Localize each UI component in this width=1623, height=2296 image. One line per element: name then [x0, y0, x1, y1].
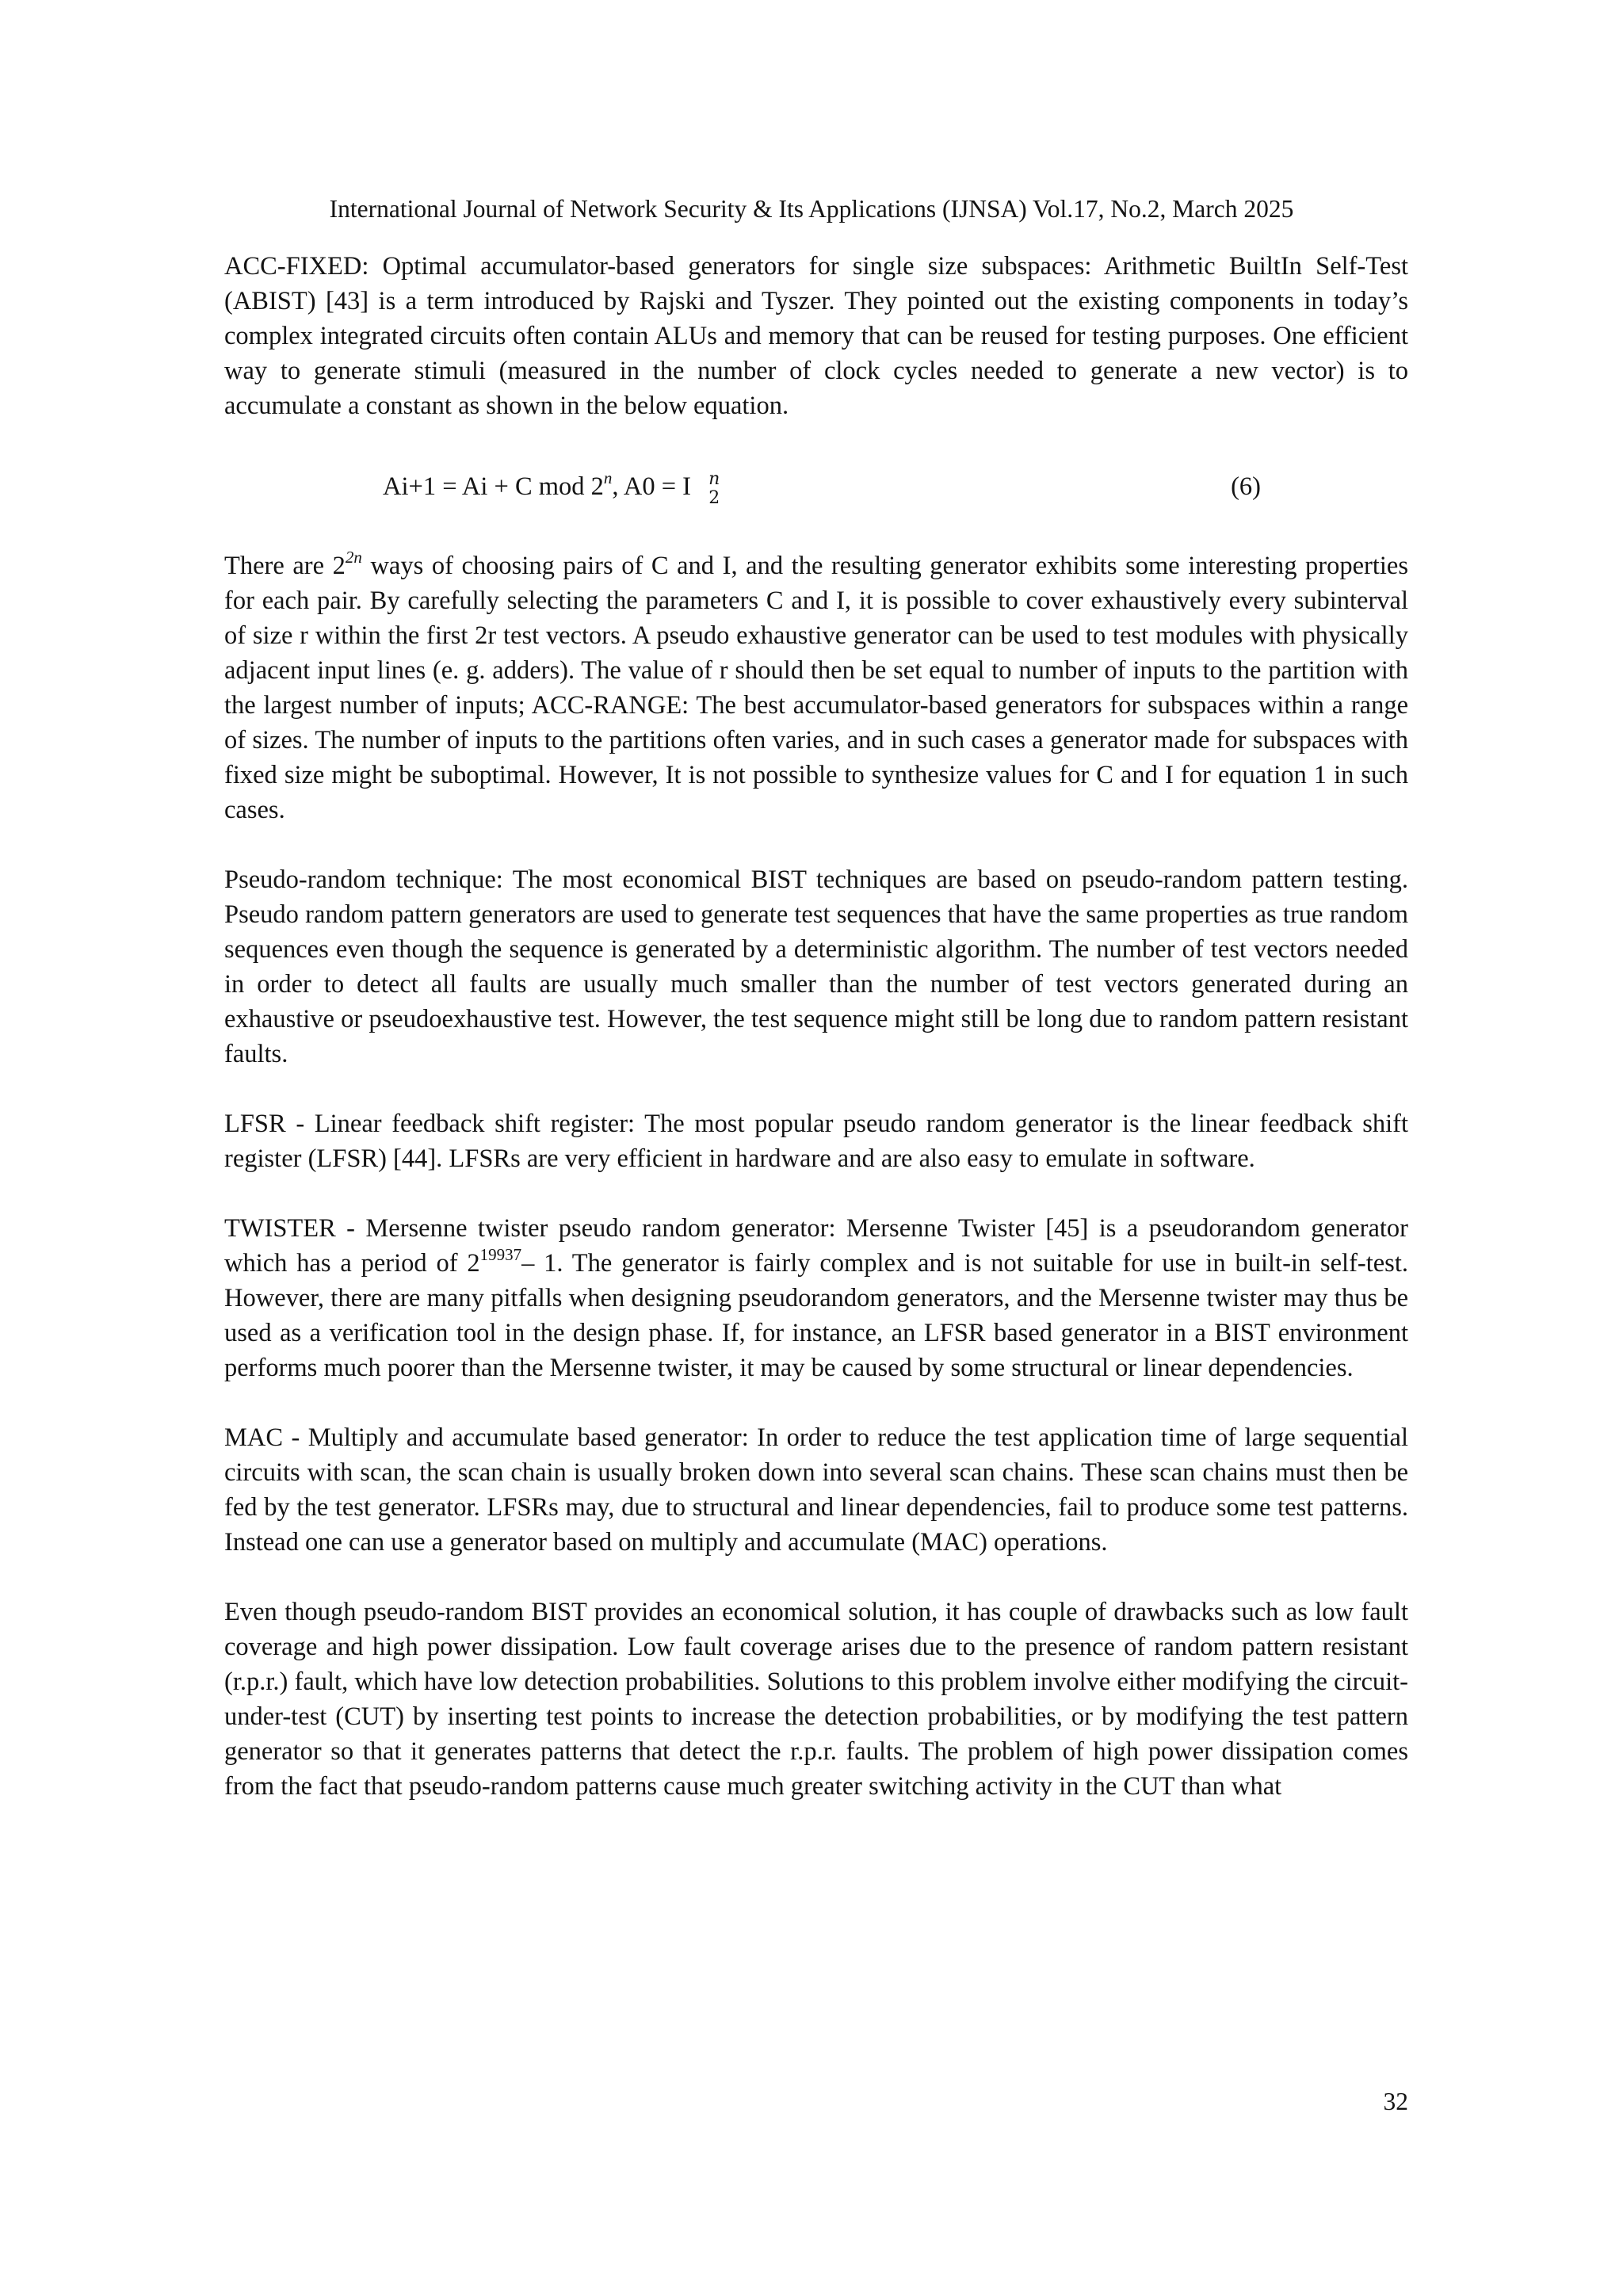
page-number: 32 [1383, 2088, 1408, 2115]
paragraph-text: – 1. The generator is fairly complex and is not suitable for use in built-in self-test. However, there are many pitfalls when designing pseudorandom generators, and the Mersenne twister may thus be used as a verification tool in the design phase. If, for instance, an LFSR based generator in a BIST environment performs much poorer than the Mersenne twister, it may be caused by some structural or linear dependencies. [224, 1249, 1408, 1382]
equation-6 [224, 458, 1408, 528]
equation-number: (6) [1231, 472, 1261, 501]
paragraph-choosing-pairs [224, 548, 1408, 827]
page-body [224, 249, 1408, 1839]
exponent: 2n [345, 548, 362, 567]
paragraph-drawbacks: Even though pseudo-random BIST provides an economical solution, it has couple of drawbacks such as low fault coverage and high power dissipation. Low fault coverage arises due to the presence of random pattern resistant (r.p.r.) fault, which have low detection probabilities. Solutions to this problem involve either modifying the circuit-under-test (CUT) by inserting test points to increase the detection probabilities, or by modifying the test pattern generator so that it generates patterns that detect the r.p.r. faults. The problem of high power dissipation comes from the fact that pseudo-random patterns cause much greater switching activity in the CUT than what [224, 1598, 1408, 1801]
paragraph-mac: MAC - Multiply and accumulate based generator: In order to reduce the test application time of large sequential circuits with scan, the scan chain is usually broken down into several scan chains. These scan chains must then be fed by the test generator. LFSRs may, due to structural and linear dependencies, fail to produce some test patterns. Instead one can use a generator based on multiply and accumulate (MAC) operations. [224, 1423, 1408, 1557]
equation-expression [383, 469, 720, 508]
equation-initial: , A0 = I [612, 472, 698, 501]
paragraph-lfsr: LFSR - Linear feedback shift register: The most popular pseudo random generator is the linear feedback shift register (LFSR) [44]. LFSRs are very efficient in hardware and are also easy to emulate in software. [224, 1110, 1408, 1173]
exponent: 19937 [479, 1245, 522, 1264]
equation-modulus-base: 2 [590, 472, 604, 501]
running-header: International Journal of Network Security & Its Applications (IJNSA) Vol.17, No.2, March 2025 [329, 195, 1294, 223]
equation-fraction [708, 470, 720, 508]
paragraph-text: There are 2 [224, 552, 346, 580]
equation-modulus-exponent: n [603, 468, 613, 487]
paragraph-acc-fixed: ACC-FIXED: Optimal accumulator-based generators for single size subspaces: Arithmetic BuiltIn Self-Test (ABIST) [43] is a term introduced by Rajski and Tyszer. They pointed out the existing components in today’s complex integrated circuits often contain ALUs and memory that can be reused for testing purposes. One efficient way to generate stimuli (measured in the number of clock cycles needed to generate a new vector) is to accumulate a constant as shown in the below equation. [224, 252, 1408, 420]
fraction-numerator: n [708, 468, 720, 489]
paragraph-text: TWISTER - Mersenne twister pseudo random generator: Mersenne Twister [45] is a pseudorandom generator which has a period of 2 [224, 1214, 1408, 1278]
paragraph-pseudo-random: Pseudo-random technique: The most economical BIST techniques are based on pseudo-random pattern testing. Pseudo random pattern generators are used to generate test sequences that have the same properties as true random sequences even though the sequence is generated by a deterministic algorithm. The number of test vectors needed in order to detect all faults are usually much smaller than the number of test vectors generated during an exhaustive or pseudoexhaustive test. However, the test sequence might still be long due to random pattern resistant faults. [224, 865, 1408, 1068]
fraction-denominator: 2 [708, 487, 720, 508]
paragraph-text: ways of choosing pairs of C and I, and the resulting generator exhibits some interesting properties for each pair. By carefully selecting the parameters C and I, it is possible to cover exhaustively every subinterval of size r within the first 2r test vectors. A pseudo exhaustive generator can be used to test modules with physically adjacent input lines (e. g. adders). The value of r should then be set equal to number of inputs to the partition with the largest number of inputs; ACC-RANGE: The best accumulator-based generators for subspaces within a range of sizes. The number of inputs to the partitions often varies, and in such cases a generator made for subspaces with fixed size might be suboptimal. However, It is not possible to synthesize values for C and I for equation 1 in such cases. [224, 552, 1408, 824]
equation-lhs: Ai+1 = Ai + C mod [383, 472, 591, 501]
paragraph-twister [224, 1211, 1408, 1385]
